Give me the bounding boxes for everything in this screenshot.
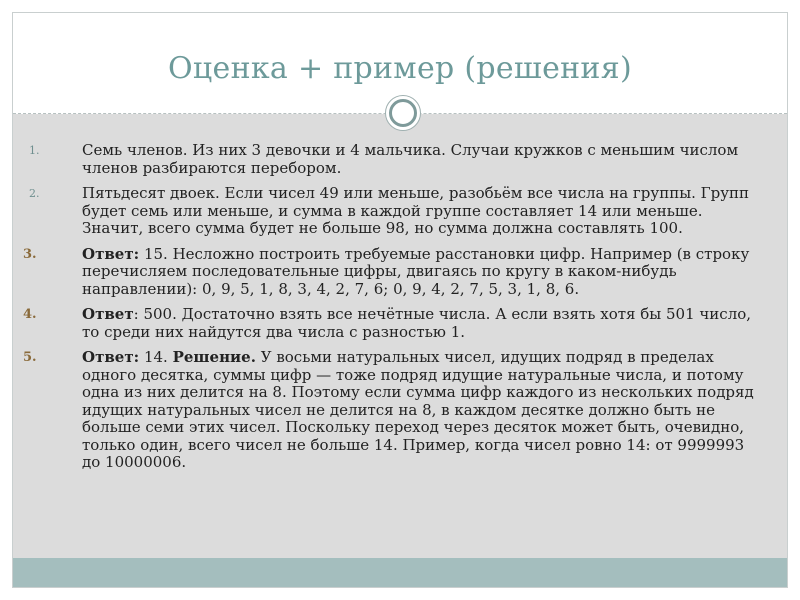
item-number: 1.	[29, 144, 40, 157]
item-text: : 500. Достаточно взять все нечётные числа. А если взять хотя бы 501 число, то среди них найдутся два числа с разностью 1.	[82, 305, 752, 341]
list-item-4	[13, 306, 787, 341]
item-text: У восьми натуральных чисел, идущих подряд в пределах одного десятка, суммы цифр — тоже подряд идущие натуральные числа, и потому одна из них делится на 8. Поэтому если сумма цифр каждого из нескольких подряд идущих натуральных чисел не делится на 8, в каждом десятке должно быть не больше семи этих чисел. Поскольку переход через десяток может быть, очевидно, только один, всего чисел не больше 14. Пример, когда чисел ровно 14: от 9999993 до 10000006.	[82, 348, 754, 471]
item-number: 3.	[23, 246, 37, 262]
answer-label: Ответ	[82, 305, 134, 323]
ring-icon	[389, 99, 417, 127]
answer-label: Ответ:	[82, 244, 140, 263]
item-number: 5.	[23, 350, 37, 365]
solution-label: Решение.	[172, 348, 256, 366]
list-item-3	[13, 246, 787, 299]
list-item-1	[13, 142, 787, 177]
answer-label: Ответ:	[82, 348, 140, 366]
item-text: Пятьдесят двоек. Если чисел 49 или меньше, разобьём все числа на группы. Групп будет семь или меньше, и сумма в каждой группе составляет 14 или меньше. Значит, всего сумма будет не больше 98, но сумма должна составлять 100.	[82, 184, 750, 237]
item-number: 4.	[23, 307, 37, 322]
item-text: 15. Несложно построить требуемые расстановки цифр. Например (в строку перечисляем последовательные цифры, двигаясь по кругу в каком-нибудь направлении): 0, 9, 5, 1, 8, 3, 4, 2, 7, 6; 0, 9, 4, 2, 7, 5, 3, 1, 8, 6.	[82, 244, 750, 298]
item-number: 2.	[29, 187, 40, 200]
slide-title: Оценка + пример (решения)	[168, 51, 632, 86]
item-text: Семь членов. Из них 3 девочки и 4 мальчика. Случаи кружков с меньшим числом членов разбираются перебором.	[82, 141, 739, 177]
slide-content	[13, 114, 787, 559]
item-text-start: 14.	[139, 348, 173, 366]
slide-footer-bar	[13, 558, 787, 587]
slide	[12, 12, 788, 588]
list-item-5	[13, 349, 787, 472]
solution-list	[13, 142, 787, 480]
list-item-2	[13, 185, 787, 238]
